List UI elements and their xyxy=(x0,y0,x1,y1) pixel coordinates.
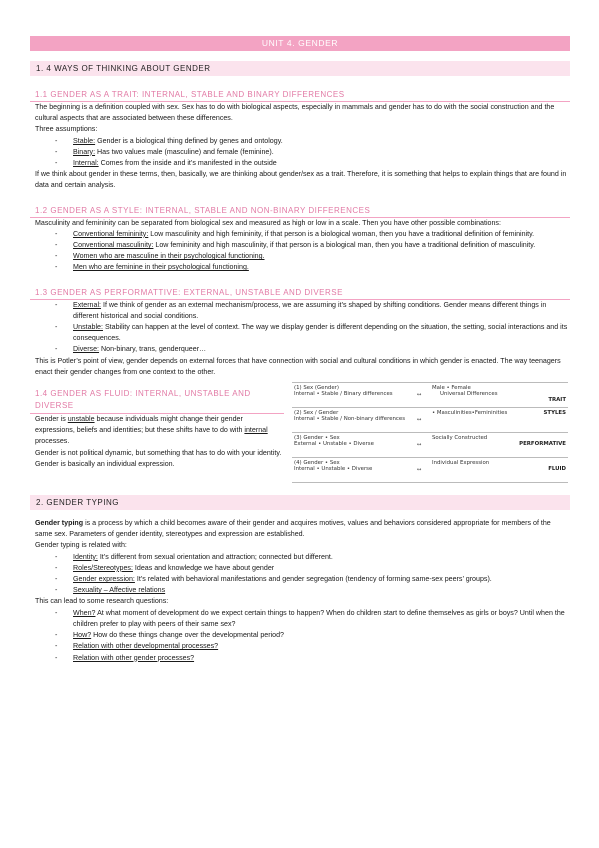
item-text: It’s different from sexual orientation and attraction; connected but different. xyxy=(97,552,333,561)
paragraph: This can lead to some research questions: xyxy=(35,597,169,606)
table-cell xyxy=(292,408,408,433)
table-row xyxy=(292,433,568,458)
term: Binary: xyxy=(73,147,96,156)
term: Stable: xyxy=(73,136,96,145)
item-text: Stability can happen at the level of context. The way we display gender is different depending on the situation, the setting, social interactions and its consequences. xyxy=(73,323,568,343)
term: Unstable: xyxy=(73,323,103,332)
cell-line: Male • Female xyxy=(432,385,471,392)
assumptions-list xyxy=(30,136,570,170)
item-text: Low masculinity and high femininity, if that person is a biological woman, then you have a traditional definition of femininity. xyxy=(148,229,535,238)
item-text: Ideas and knowledge we have about gender xyxy=(132,563,275,572)
document-page xyxy=(30,36,570,664)
heading-1-3: 1.3 GENDER AS PERFORMATTIVE: EXTERNAL, UNSTABLE AND DIVERSE xyxy=(30,287,570,300)
model-tag: PERFORMATIVE xyxy=(519,441,566,448)
list-item xyxy=(55,322,570,344)
table-cell xyxy=(430,408,568,433)
list-item xyxy=(55,608,570,630)
list-item xyxy=(55,552,570,563)
double-arrow-icon: ↔ xyxy=(408,433,430,458)
list-item xyxy=(55,344,570,355)
heading-1-1: 1.1 GENDER AS A TRAIT: INTERNAL, STABLE AND BINARY DIFFERENCES xyxy=(30,89,570,102)
cell-line: (3) Gender • Sex xyxy=(294,435,340,442)
item-text: Non-binary, trans, genderqueer… xyxy=(99,345,207,354)
item-text: Low femininity and high masculinity, if that person is a biological man, then you have a traditional definition of masculinity. xyxy=(153,241,536,250)
cell-line: • Masculinities•Femininities xyxy=(432,410,508,417)
heading-1-2: 1.2 GENDER AS A STYLE: INTERNAL, STABLE AND NON-BINARY DIFFERENCES xyxy=(30,205,570,218)
table-cell xyxy=(292,433,408,458)
list-item xyxy=(55,585,570,596)
paragraph xyxy=(30,414,284,448)
table-cell xyxy=(292,383,408,408)
fluid-section xyxy=(30,382,570,483)
paragraph: The beginning is a definition coupled with sex. Sex has to do with biological aspects, especially in mammals and gender has to do with the social construction and the cultural aspects that are associated between these differences. xyxy=(35,103,555,123)
cell-line: (1) Sex (Gender) xyxy=(294,385,339,392)
cell-line: Internal • Stable / Binary differences xyxy=(294,391,393,398)
double-arrow-icon: ↔ xyxy=(408,408,430,433)
paragraph: Gender is not political dynamic, but something that has to do with your identity. Gender is basically an individual expression. xyxy=(35,448,282,468)
term: Relation with other gender processes? xyxy=(73,653,195,662)
paragraph xyxy=(30,518,570,540)
item-text: Has two values male (masculine) and female (feminine). xyxy=(95,147,274,156)
heading-1-4: 1.4 GENDER AS FLUID: INTERNAL, UNSTABLE AND DIVERSE xyxy=(30,388,284,414)
list-item xyxy=(55,300,570,322)
term: Sexuality – Affective relations xyxy=(73,586,166,595)
table-row xyxy=(292,458,568,483)
paragraph: If we think about gender in these terms, then, basically, we are thinking about gender/sex as a trait. Therefore, it is something that helps to explain things that are found in data and certain analysis. xyxy=(35,170,567,190)
item-text: How do these things change over the developmental period? xyxy=(91,631,284,640)
typing-list xyxy=(30,552,570,597)
term: When? xyxy=(73,608,96,617)
list-item xyxy=(55,641,570,652)
unit-title: UNIT 4. GENDER xyxy=(30,36,570,51)
table-cell xyxy=(430,383,568,408)
questions-list xyxy=(30,608,570,664)
paragraph: Three assumptions: xyxy=(35,125,98,134)
bold-term: Gender typing xyxy=(35,519,84,528)
list-item xyxy=(55,653,570,664)
text-run: is a process by which a child becomes aware of their gender and acquires motives, values and behaviors considered appropriate for members of the same sex. Parameters of gender identity, stereotypes and expression are established. xyxy=(35,519,551,539)
term: External: xyxy=(73,300,101,309)
term: Gender expression: xyxy=(73,575,135,584)
list-item xyxy=(55,147,570,158)
cell-line: Internal • Unstable • Diverse xyxy=(294,466,373,473)
table-row xyxy=(292,383,568,408)
table-cell xyxy=(430,433,568,458)
term: Identity: xyxy=(73,552,98,561)
cell-line: (4) Gender • Sex xyxy=(294,460,340,467)
list-item xyxy=(55,158,570,169)
cell-line: External • Unstable • Diverse xyxy=(294,441,374,448)
term: Men who are feminine in their psychological functioning. xyxy=(73,263,249,272)
double-arrow-icon: ↔ xyxy=(408,383,430,408)
double-arrow-icon: ↔ xyxy=(408,458,430,483)
term: Conventional masculinity: xyxy=(73,241,154,250)
fluid-text-column xyxy=(30,382,284,483)
item-text: Comes from the inside and it’s manifested in the outside xyxy=(98,159,277,168)
list-item xyxy=(55,229,570,240)
model-tag: STYLES xyxy=(543,410,566,417)
list-item xyxy=(55,251,570,262)
text-run: Gender is xyxy=(35,415,68,424)
list-item xyxy=(55,262,570,273)
item-text: Gender is a biological thing defined by genes and ontology. xyxy=(95,136,283,145)
table-row xyxy=(292,408,568,433)
list-item xyxy=(55,563,570,574)
cell-line: Universal Differences xyxy=(440,391,498,398)
list-item xyxy=(55,240,570,251)
cell-line: Socially Constructed xyxy=(432,435,488,442)
item-text: If we think of gender as an external mechanism/process, we are assuming it’s shaped by shifting conditions. Gender means different things in different historical and social conditions. xyxy=(73,300,547,320)
text-run: processes. xyxy=(35,437,70,446)
item-text: At what moment of development do we expect certain things to happen? When do children start to define themselves as girls or boys? Until when the children prefer to play with peers of their same sex? xyxy=(73,608,565,628)
paragraph: Gender typing is related with: xyxy=(35,541,127,550)
model-tag: FLUID xyxy=(548,466,566,473)
gender-models-table xyxy=(292,382,568,483)
list-item xyxy=(55,574,570,585)
term: How? xyxy=(73,631,92,640)
underlined-word: internal xyxy=(244,426,268,435)
table-cell xyxy=(292,458,408,483)
table-cell xyxy=(430,458,568,483)
text-run: because individuals might change their gender expressions, beliefs and identities; but these shifts have to do with xyxy=(35,415,245,435)
combinations-list xyxy=(30,229,570,274)
paragraph: This is Potler’s point of view, gender depends on external forces that have connection with social and cultural conditions in which gender is enacted. The way teenagers enact their gender changes from one context to the other. xyxy=(35,356,561,376)
cell-line: Internal • Stable / Non-binary differences xyxy=(294,416,406,423)
term: Diverse: xyxy=(73,345,100,354)
performative-list xyxy=(30,300,570,356)
cell-line: (2) Sex / Gender xyxy=(294,410,339,417)
underlined-word: unstable xyxy=(67,415,95,424)
term: Relation with other developmental processes? xyxy=(73,642,219,651)
term: Roles/Stereotypes: xyxy=(73,563,133,572)
term: Internal: xyxy=(73,159,99,168)
section-1-title: 1. 4 WAYS OF THINKING ABOUT GENDER xyxy=(30,61,570,76)
section-2-title: 2. GENDER TYPING xyxy=(30,495,570,510)
term: Women who are masculine in their psychological functioning. xyxy=(73,252,265,261)
cell-line: Individual Expression xyxy=(432,460,490,467)
list-item xyxy=(55,136,570,147)
model-tag: TRAIT xyxy=(548,397,566,404)
paragraph: Masculinity and femininity can be separated from biological sex and measured as high or low in a scale. Then you have other possible combinations: xyxy=(35,218,501,227)
list-item xyxy=(55,630,570,641)
term: Conventional femininity: xyxy=(73,229,149,238)
item-text: It’s related with behavioral manifestations and gender segregation (tendency of forming same-sex peers’ groups). xyxy=(134,575,492,584)
